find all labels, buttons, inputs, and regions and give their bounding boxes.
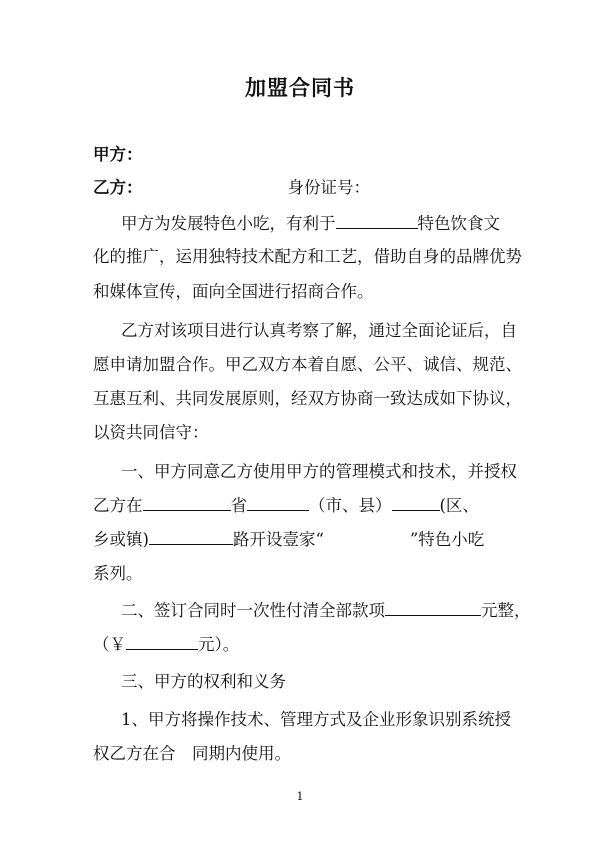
text: 甲方为发展特色小吃，有利于	[121, 214, 336, 233]
text: 省	[230, 496, 247, 515]
paragraph-2-line-1: 乙方对该项目进行认真考察了解，通过全面论证后，自	[121, 321, 517, 340]
text: 特色饮食文	[417, 214, 500, 233]
paragraph-2-line-3: 互惠互利、共同发展原则，经双方协商一致达成如下协议，	[93, 389, 522, 408]
paragraph-2-line-2: 愿申请加盟合作。甲乙双方本着自愿、公平、诚信、规范、	[93, 355, 522, 374]
id-number-label: 身份证号：	[287, 178, 370, 197]
blank-field	[143, 496, 231, 511]
paragraph-1-line-1	[121, 212, 551, 236]
blank-field	[336, 214, 418, 229]
party-b-label: 乙方：	[93, 178, 143, 197]
blank-field	[392, 496, 440, 511]
section-2-line-2	[93, 633, 523, 657]
party-a-label: 甲方：	[93, 145, 143, 164]
party-b-row	[93, 176, 523, 200]
paragraph-1-line-2: 化的推广，运用独特技术配方和工艺，借助自身的品牌优势	[93, 247, 522, 266]
section-2-line-1	[121, 599, 551, 623]
page-number: 1	[296, 790, 304, 803]
text: 路开设壹家“	[232, 530, 324, 549]
section-1-line-4: 系列。	[93, 564, 143, 583]
text: 元）。	[198, 635, 240, 654]
text: 乙方在	[93, 496, 143, 515]
section-3-heading: 三、甲方的权利和义务	[121, 672, 286, 691]
text: ”特色小吃	[409, 530, 485, 549]
section-1-line-3	[93, 528, 523, 552]
blank-field	[126, 635, 198, 650]
blank-field	[247, 496, 309, 511]
document-title: 加盟合同书	[245, 76, 355, 100]
text: (区、	[439, 496, 479, 515]
text: （￥	[93, 635, 126, 654]
text: 乡或镇)	[93, 530, 149, 549]
text: （市、县）	[309, 496, 392, 515]
item-1-line-2: 权乙方在合 同期内使用。	[93, 744, 291, 763]
blank-field	[149, 530, 233, 545]
section-1-line-2	[93, 494, 523, 518]
paragraph-2-line-4: 以资共同信守：	[93, 423, 209, 442]
blank-field	[385, 601, 481, 616]
section-1-line-1: 一、甲方同意乙方使用甲方的管理模式和技术，并授权	[121, 462, 517, 481]
paragraph-1-line-3: 和媒体宣传，面向全国进行招商合作。	[93, 282, 374, 301]
item-1-line-1: 1、甲方将操作技术、管理方式及企业形象识别系统授	[121, 710, 511, 729]
text: 元整，	[481, 601, 531, 620]
text: 二、签订合同时一次性付清全部款项	[121, 601, 385, 620]
